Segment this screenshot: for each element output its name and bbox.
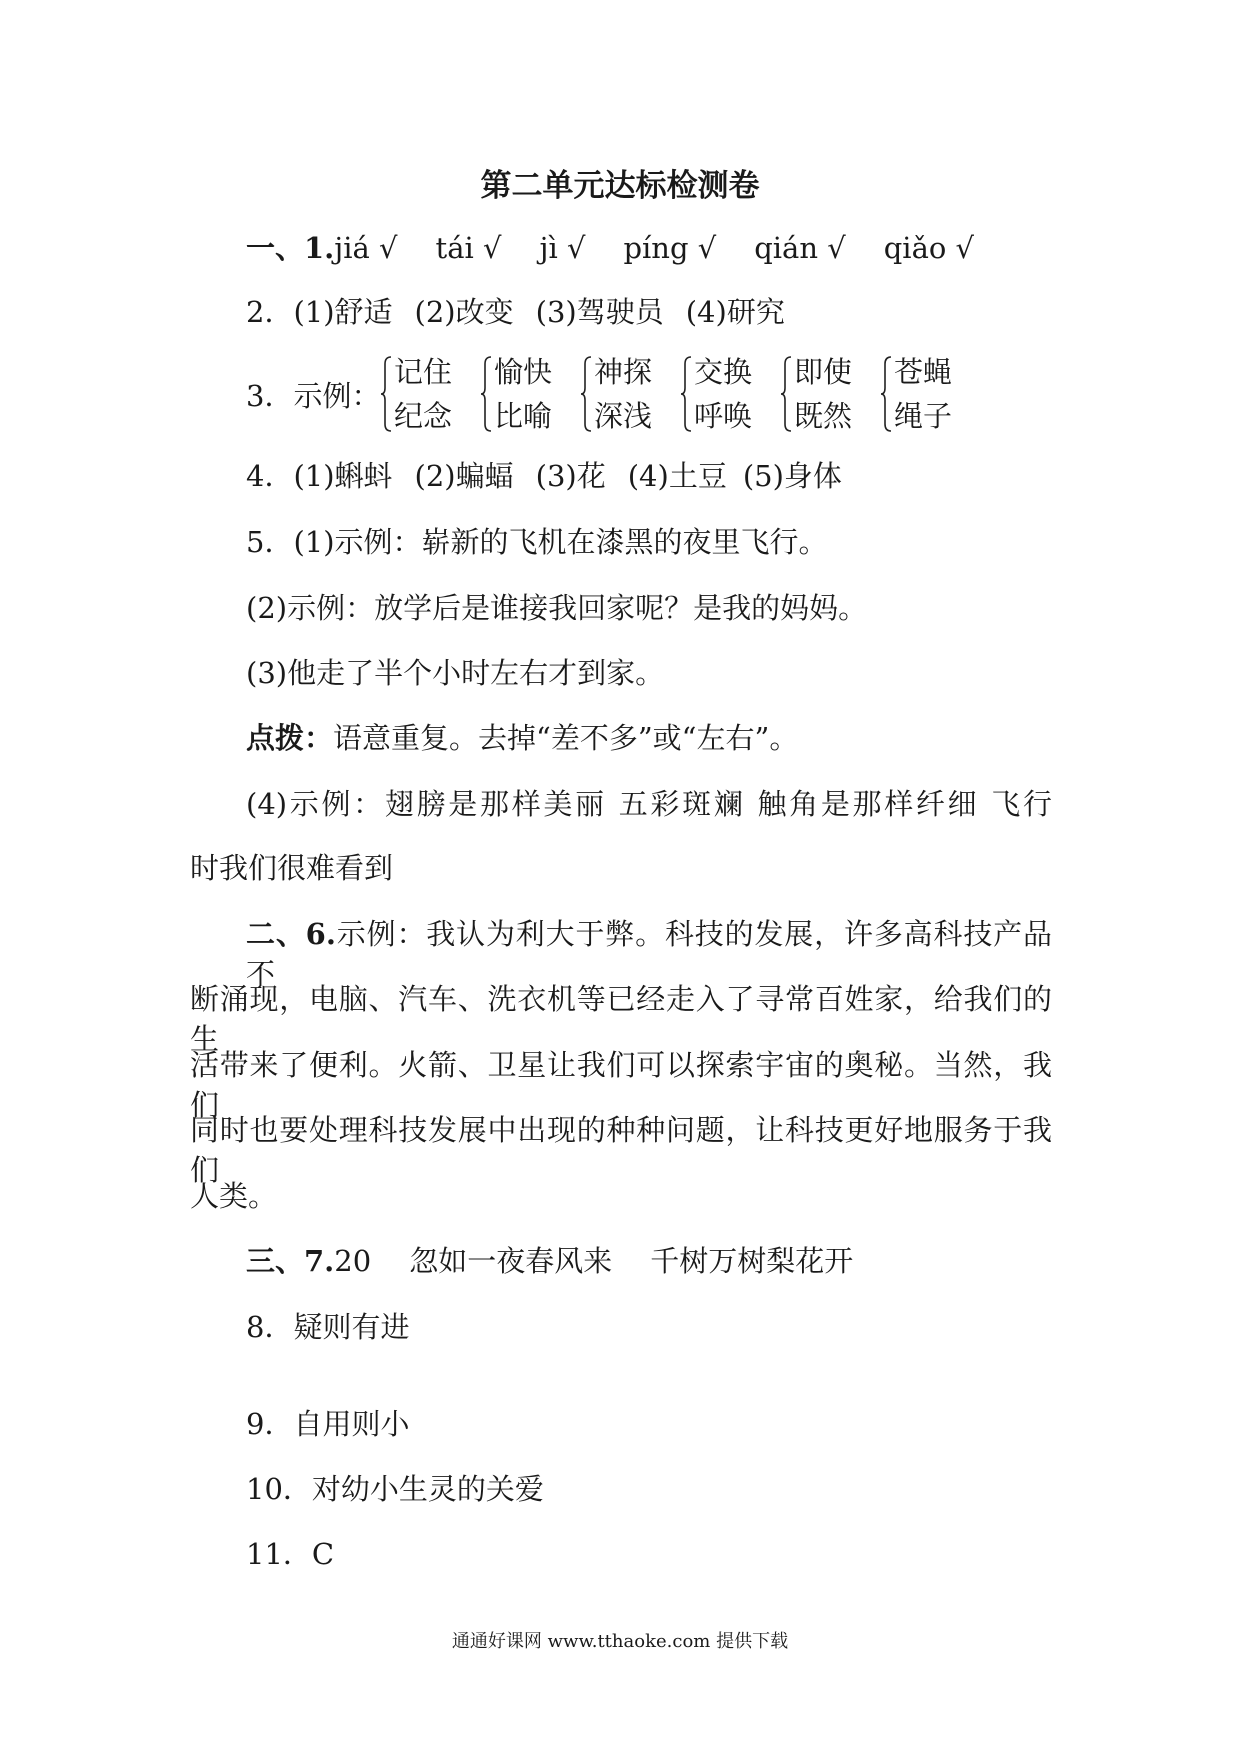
q4-item: (3)花 bbox=[535, 459, 606, 493]
q1-item: píng √ bbox=[623, 231, 717, 265]
q1-line bbox=[246, 228, 974, 268]
q1-item: tái √ bbox=[435, 231, 502, 265]
brace-icon bbox=[680, 356, 692, 432]
q6-line: 同时也要处理科技发展中出现的种种问题，让科技更好地服务于我们 bbox=[190, 1113, 1052, 1187]
tip-label: 点拨： bbox=[246, 721, 334, 755]
q5-text: (1)示例：崭新的飞机在漆黑的夜里飞行。 bbox=[293, 525, 828, 559]
q4-item: (2)蝙蝠 bbox=[414, 459, 514, 493]
q2-line bbox=[246, 292, 785, 332]
q1-item: qián √ bbox=[754, 231, 846, 265]
q5-part3: (3)他走了半个小时左右才到家。 bbox=[246, 656, 665, 690]
q6-line: 人类。 bbox=[190, 1179, 278, 1213]
page-title: 第二单元达标检测卷 bbox=[480, 168, 760, 204]
q3-bottom-word: 深浅 bbox=[594, 399, 653, 433]
q3-top-word: 交换 bbox=[694, 355, 753, 389]
q2-item: (4)研究 bbox=[685, 295, 785, 329]
q5-part1 bbox=[246, 522, 828, 562]
q8-num: 8． bbox=[246, 1310, 294, 1344]
q5-part2: (2)示例：放学后是谁接我回家呢？是我的妈妈。 bbox=[246, 591, 868, 625]
q2-item: (1)舒适 bbox=[293, 295, 393, 329]
q3-bottom-word: 呼唤 bbox=[694, 399, 753, 433]
q5-p4-phrase: 飞行 bbox=[991, 787, 1052, 821]
q11-line bbox=[246, 1534, 334, 1574]
q5-p4-prefix: (4)示例： bbox=[246, 787, 385, 821]
q4-line bbox=[246, 456, 842, 496]
q3-bottom-word: 绳子 bbox=[894, 399, 953, 433]
q2-item: (2)改变 bbox=[414, 295, 514, 329]
brace-icon bbox=[380, 356, 392, 432]
q7-part: 忽如一夜春风来 bbox=[409, 1244, 613, 1278]
q5-p4-phrase: 触角是那样纤细 bbox=[757, 787, 980, 821]
q7-answer: 20 bbox=[334, 1244, 372, 1278]
q3-top-word: 苍蝇 bbox=[894, 355, 953, 389]
q4-num: 4． bbox=[246, 459, 294, 493]
q2-item: (3)驾驶员 bbox=[535, 295, 664, 329]
q10-text: 对幼小生灵的关爱 bbox=[311, 1472, 544, 1506]
q2-num: 2． bbox=[246, 295, 294, 329]
q3-top-word: 即使 bbox=[794, 355, 853, 389]
q6-line: 活带来了便利。火箭、卫星让我们可以探索宇宙的奥秘。当然，我们 bbox=[190, 1048, 1052, 1122]
q4-item: (4)土豆 bbox=[627, 459, 727, 493]
q3-top-word: 神探 bbox=[594, 355, 653, 389]
q10-num: 10． bbox=[246, 1472, 312, 1506]
q1-prefix: 一、1. bbox=[246, 231, 335, 265]
q6-text: 示例：我认为利大于弊。科技的发展，许多高科技产品不 bbox=[246, 917, 1052, 991]
q7-prefix: 三、7. bbox=[246, 1244, 335, 1278]
q5-tip bbox=[246, 718, 798, 758]
q5-p4-phrase: 五彩斑斓 bbox=[618, 787, 746, 821]
q3-bottom-word: 既然 bbox=[794, 399, 853, 433]
q11-num: 11． bbox=[246, 1537, 312, 1571]
q8-line bbox=[246, 1307, 409, 1347]
q8-text: 疑则有进 bbox=[293, 1310, 410, 1344]
q5-part4 bbox=[246, 784, 1052, 824]
brace-icon bbox=[880, 356, 892, 432]
q1-item: qiǎo √ bbox=[883, 231, 975, 265]
footer-credit: 通通好课网 www.tthaoke.com 提供下载 bbox=[451, 1631, 789, 1652]
q9-num: 9． bbox=[246, 1407, 294, 1441]
q1-item: jì √ bbox=[539, 231, 586, 265]
brace-icon bbox=[780, 356, 792, 432]
q7-part: 千树万树梨花开 bbox=[650, 1244, 854, 1278]
q4-item: (1)蝌蚪 bbox=[293, 459, 393, 493]
q6-line: 断涌现，电脑、汽车、洗衣机等已经走入了寻常百姓家，给我们的生 bbox=[190, 982, 1052, 1056]
q5-p4-phrase: 翅膀是那样美丽 bbox=[384, 787, 607, 821]
q5-num: 5． bbox=[246, 525, 294, 559]
brace-icon bbox=[480, 356, 492, 432]
q3-top-word: 愉快 bbox=[494, 355, 553, 389]
q3-top-word: 记住 bbox=[394, 355, 453, 389]
q10-line bbox=[246, 1469, 544, 1509]
brace-icon bbox=[580, 356, 592, 432]
q9-text: 自用则小 bbox=[293, 1407, 410, 1441]
q9-line bbox=[246, 1404, 409, 1444]
q6-prefix: 二、6. bbox=[246, 917, 336, 951]
q11-text: C bbox=[311, 1537, 335, 1571]
q1-item: jiá √ bbox=[334, 231, 398, 265]
q3-label: 3．示例： bbox=[246, 379, 381, 413]
q7-line bbox=[246, 1241, 853, 1281]
q3-bottom-word: 纪念 bbox=[394, 399, 453, 433]
q3-bottom-word: 比喻 bbox=[494, 399, 553, 433]
tip-text: 语意重复。去掉“差不多”或“左右”。 bbox=[333, 721, 799, 755]
q4-item: (5)身体 bbox=[742, 459, 842, 493]
q5-part4-cont: 时我们很难看到 bbox=[190, 851, 394, 885]
